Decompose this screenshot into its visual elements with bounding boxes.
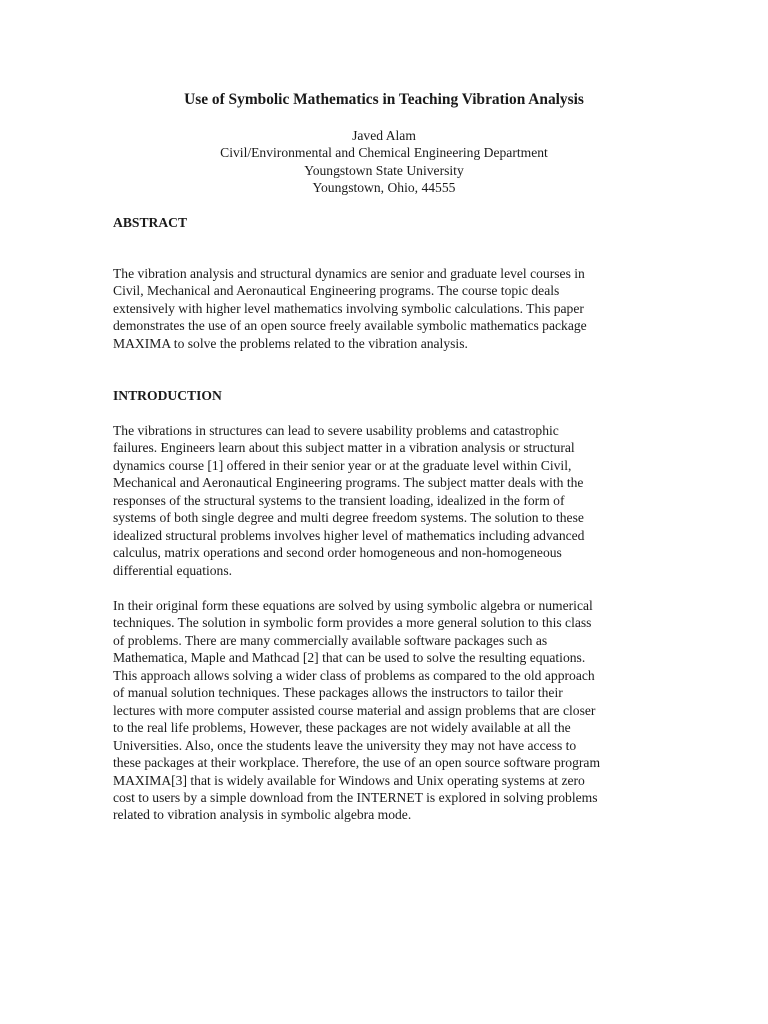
author-university: Youngstown State University (304, 162, 464, 178)
text-line: differential equations. (113, 562, 233, 578)
text-line: demonstrates the use of an open source freely available symbolic mathematics package (113, 318, 587, 334)
author-department: Civil/Environmental and Chemical Engineering Department (220, 145, 548, 161)
text-line: Mechanical and Aeronautical Engineering programs. The subject matter deals with the (113, 475, 584, 491)
text-line: of manual solution techniques. These packages allows the instructors to tailor their (113, 685, 563, 701)
text-line: techniques. The solution in symbolic form provides a more general solution to this class (113, 615, 592, 631)
text-line: dynamics course [1] offered in their senior year or at the graduate level within Civil, (113, 457, 572, 473)
text-line: responses of the structural systems to the transient loading, idealized in the form of (113, 492, 565, 508)
text-line: failures. Engineers learn about this subject matter in a vibration analysis or structural (113, 440, 575, 456)
text-line: Universities. Also, once the students leave the university they may not have access to (113, 737, 577, 753)
text-line: of problems. There are many commercially available software packages such as (113, 632, 548, 648)
text-line: MAXIMA[3] that is widely available for Windows and Unix operating systems at zero (113, 772, 585, 788)
introduction-paragraph-1 (113, 422, 658, 579)
text-line: The vibration analysis and structural dynamics are senior and graduate level courses in (113, 266, 585, 281)
introduction-heading: INTRODUCTION (113, 388, 222, 403)
text-line: lectures with more computer assisted course material and assign problems that are closer (113, 702, 596, 718)
introduction-paragraph-2 (113, 597, 658, 824)
text-line: This approach allows solving a wider class of problems as compared to the old approach (113, 667, 595, 683)
text-line: calculus, matrix operations and second order homogeneous and non-homogeneous (113, 545, 562, 561)
text-line: related to vibration analysis in symbolic algebra mode. (113, 807, 412, 823)
text-line: The vibrations in structures can lead to severe usability problems and catastrophic (113, 423, 559, 438)
text-line: cost to users by a simple download from the INTERNET is explored in solving problems (113, 789, 598, 805)
text-line: Civil, Mechanical and Aeronautical Engineering programs. The course topic deals (113, 283, 560, 299)
text-line: MAXIMA to solve the problems related to the vibration analysis. (113, 335, 468, 351)
abstract-heading: ABSTRACT (113, 215, 188, 230)
author-location: Youngstown, Ohio, 44555 (312, 180, 456, 196)
paper-title: Use of Symbolic Mathematics in Teaching Vibration Analysis (184, 91, 584, 108)
text-line: extensively with higher level mathematics involving symbolic calculations. This paper (113, 300, 584, 316)
abstract-paragraph (113, 265, 658, 352)
text-line: systems of both single degree and multi degree freedom systems. The solution to these (113, 510, 584, 526)
text-line: Mathematica, Maple and Mathcad [2] that can be used to solve the resulting equations. (113, 650, 586, 666)
text-line: In their original form these equations are solved by using symbolic algebra or numerical (113, 598, 593, 613)
author-block (0, 127, 768, 197)
author-name: Javed Alam (352, 128, 416, 143)
text-line: to the real life problems, However, these packages are not widely available at all the (113, 720, 571, 736)
text-line: idealized structural problems involves higher level of mathematics including advanced (113, 527, 585, 543)
text-line: these packages at their workplace. Therefore, the use of an open source software program (113, 755, 601, 771)
